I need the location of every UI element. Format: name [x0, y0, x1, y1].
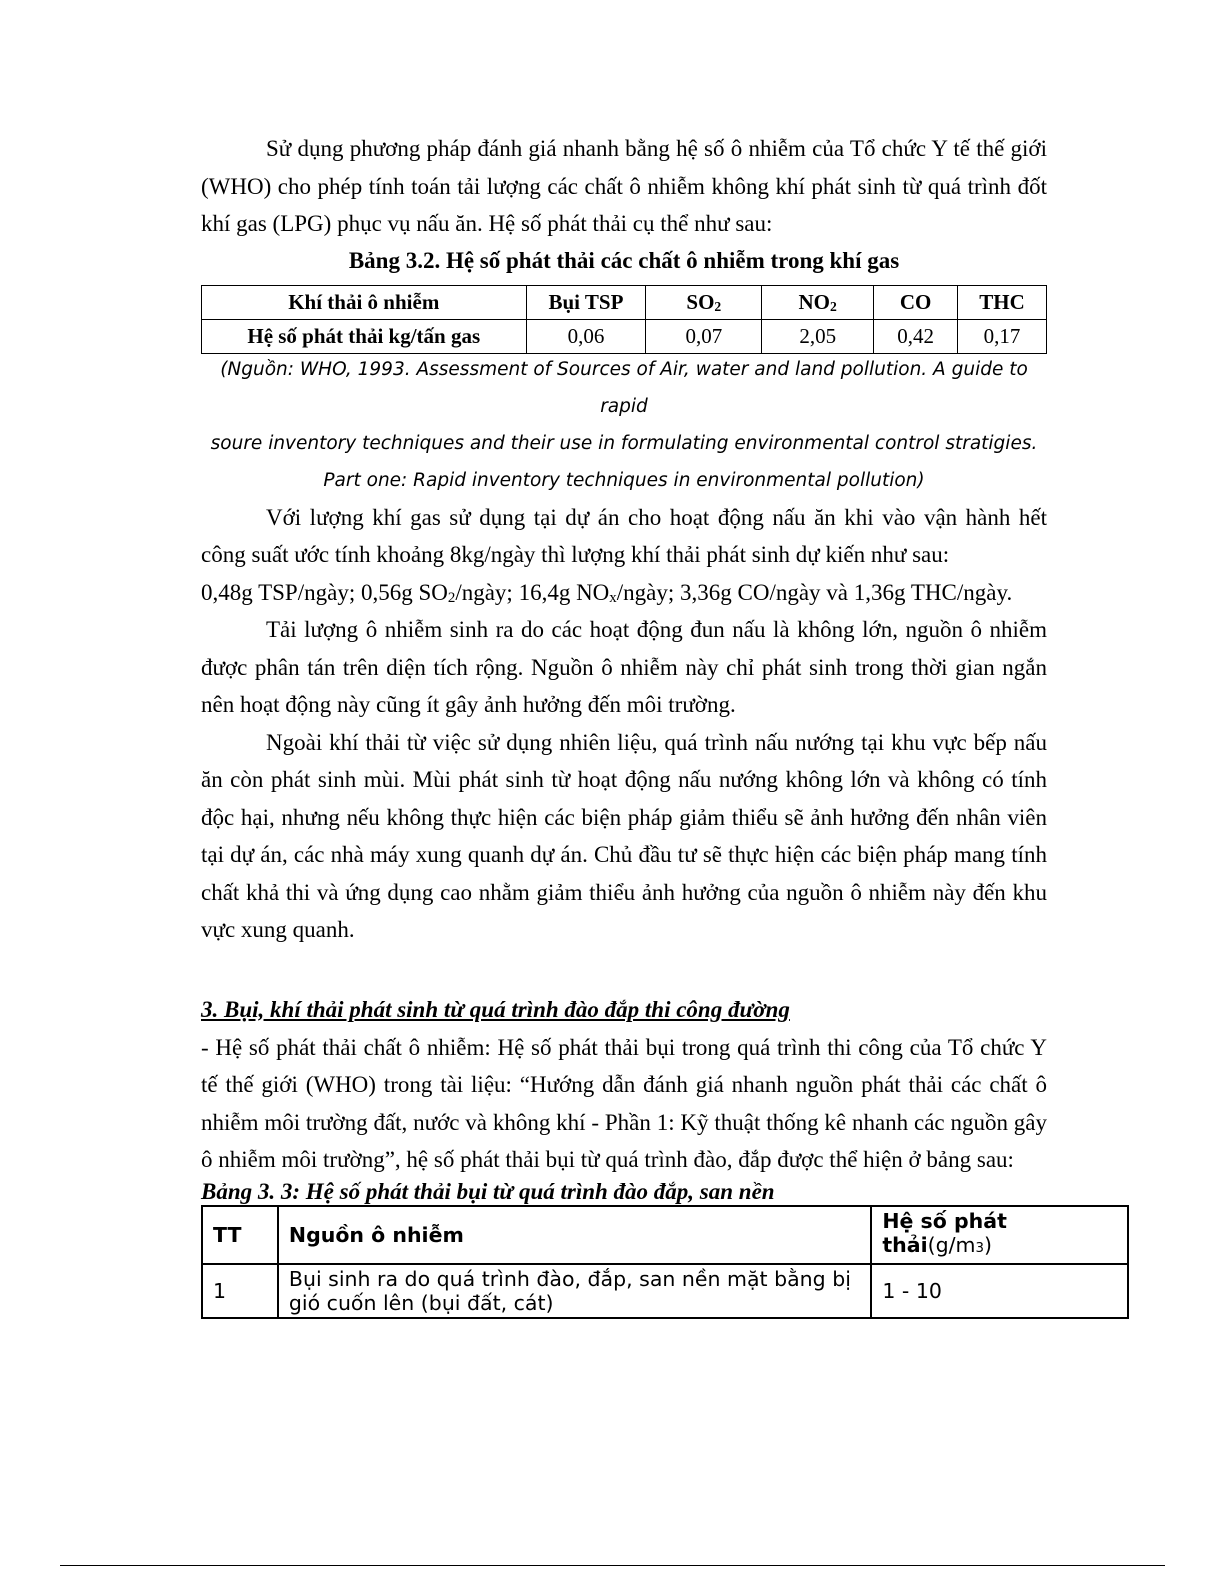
header-source: Nguồn ô nhiễm [278, 1206, 871, 1264]
paragraph-cooking-odor: Ngoài khí thải từ việc sử dụng nhiên liệu, quá trình nấu nướng tại khu vực bếp nấu ăn còn phát sinh mùi. Mùi phát sinh từ hoạt động nấu nướng không lớn và không có tính độc hại, nhưng nếu không thực hiện các biện pháp giảm thiểu sẽ ảnh hưởng đến nhân viên tại dự án, các nhà máy xung quanh dự án. Chủ đầu tư sẽ thực hiện các biện pháp mang tính chất khả thi và ứng dụng cao nhằm giảm thiểu ảnh hưởng của nguồn ô nhiễm này đến khu vực xung quanh. [201, 729, 1047, 942]
value-thc: 0,17 [958, 319, 1047, 353]
value-tsp: 0,06 [526, 319, 646, 353]
paragraph-cooking-load: Tải lượng ô nhiễm sinh ra do các hoạt động đun nấu là không lớn, nguồn ô nhiễm được phân tán trên diện tích rộng. Nguồn ô nhiễm này chỉ phát sinh trong thời gian ngắn nên hoạt động này cũng ít gây ảnh hưởng đến môi trường. [201, 617, 1047, 717]
header-tt: TT [202, 1206, 278, 1264]
value-co: 0,42 [874, 319, 958, 353]
row-label: Hệ số phát thải kg/tấn gas [202, 319, 527, 353]
paragraph-dust-factor: - Hệ số phát thải chất ô nhiễm: Hệ số phát thải bụi trong quá trình thi công của Tổ chức Y tế thế giới (WHO) trong tài liệu: “Hướng dẫn đánh giá nhanh nguồn phát thải các chất ô nhiễm môi trường đất, nước và không khí - Phần 1: Kỹ thuật thống kê nhanh các nguồn gây ô nhiễm môi trường”, hệ số phát thải bụi từ quá trình đào, đắp được thể hiện ở bảng sau: [201, 1034, 1047, 1172]
source-line-3: Part one: Rapid inventory techniques in environmental pollution) [323, 469, 925, 491]
header-no2: $NO_2$ [762, 285, 874, 319]
source-line-1: (Nguồn: WHO, 1993. Assessment of Sources of Air, water and land pollution. A guide to rapid [220, 358, 1028, 417]
spacer [201, 949, 1047, 991]
table-row [202, 319, 1047, 353]
value-so2: 0,07 [646, 319, 762, 353]
source-line-2: soure inventory techniques and their use in formulating environmental control stratigies. [210, 432, 1038, 454]
paragraph-gas-usage: Với lượng khí gas sử dụng tại dự án cho hoạt động nấu ăn khi vào vận hành hết công suất ước tính khoảng 8kg/ngày thì lượng khí thải phát sinh dự kiến như sau: [201, 504, 1047, 567]
paragraph-emission-values: 0,48g TSP/ngày; 0,56g $SO_2$/ngày; 16,4g $NO_x$/ngày; 3,36g CO/ngày và 1,36g THC/ngày. [201, 579, 1013, 606]
header-tsp: Bụi TSP [526, 285, 646, 319]
value-no2: 2,05 [762, 319, 874, 353]
dust-factor-table [201, 1205, 1129, 1319]
cell-tt: 1 [202, 1264, 278, 1318]
paragraph-who-method: Sử dụng phương pháp đánh giá nhanh bằng hệ số ô nhiễm của Tổ chức Y tế thế giới (WHO) cho phép tính toán tải lượng các chất ô nhiễm không khí phát sinh từ quá trình đốt khí gas (LPG) phục vụ nấu ăn. Hệ số phát thải cụ thể như sau: [201, 136, 1047, 236]
table-source-note [201, 351, 1047, 499]
emission-factor-table [201, 285, 1047, 354]
table-header-row [202, 285, 1047, 319]
table-header-row [202, 1206, 1128, 1264]
page-content [201, 130, 1047, 1319]
cell-source: Bụi sinh ra do quá trình đào, đắp, san nền mặt bằng bị gió cuốn lên (bụi đất, cát) [278, 1264, 871, 1318]
cell-coefficient: 1 - 10 [871, 1264, 1128, 1318]
table-3-3-caption: Bảng 3. 3: Hệ số phát thải bụi từ quá trình đào đắp, san nền [201, 1178, 775, 1204]
page-bottom-divider [60, 1565, 1165, 1566]
section-3-heading: 3. Bụi, khí thải phát sinh từ quá trình đào đắp thi công đường [201, 996, 790, 1022]
header-thc: THC [958, 285, 1047, 319]
header-coefficient: Hệ số phát thải(g/m3) [871, 1206, 1128, 1264]
table-row [202, 1264, 1128, 1318]
header-so2: $SO_2$ [646, 285, 762, 319]
table-3-2-caption: Bảng 3.2. Hệ số phát thải các chất ô nhiễm trong khí gas [348, 247, 900, 273]
header-co: CO [874, 285, 958, 319]
header-pollutant: Khí thải ô nhiễm [202, 285, 527, 319]
